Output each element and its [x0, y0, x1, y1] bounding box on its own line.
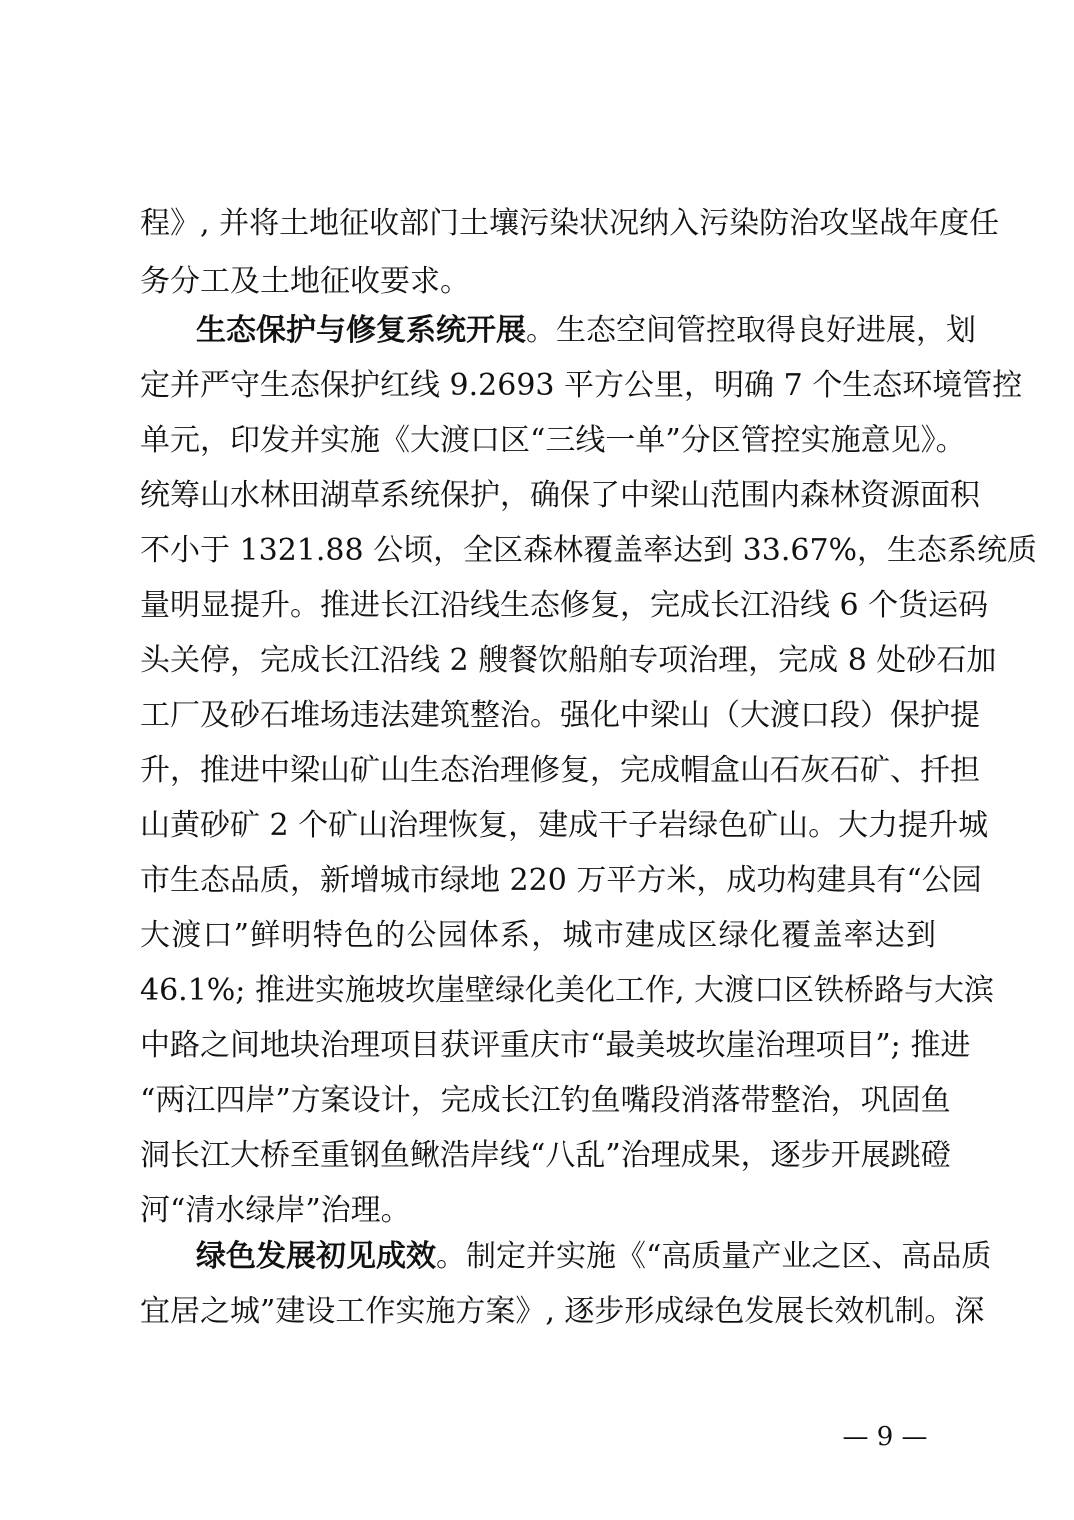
text-line: 46.1%; 推进实施坡坎崖壁绿化美化工作, 大渡口区铁桥路与大滨 — [140, 973, 995, 1008]
text-line: 不小于 1321.88 公顷，全区森林覆盖率达到 33.67%，生态系统质 — [140, 533, 1038, 568]
text-line: 工厂及砂石堆场违法建筑整治。强化中梁山（大渡口段）保护提 — [140, 698, 980, 733]
text-line: 山黄砂矿 2 个矿山治理恢复，建成干子岩绿色矿山。大力提升城 — [140, 808, 989, 843]
text-line: 统筹山水林田湖草系统保护，确保了中梁山范围内森林资源面积 — [140, 478, 980, 513]
text-line: 中路之间地块治理项目获评重庆市“最美坡坎崖治理项目”; 推进 — [140, 1028, 971, 1063]
section-heading-green-development: 绿色发展初见成效 — [196, 1239, 436, 1274]
text-line: 量明显提升。推进长江沿线生态修复，完成长江沿线 6 个货运码 — [140, 588, 989, 623]
text-run: 。制定并实施《“高质量产业之区、高品质 — [436, 1239, 992, 1274]
text-line: 单元，印发并实施《大渡口区“三线一单”分区管控实施意见》。 — [140, 423, 966, 458]
page-number: — 9 — — [842, 1422, 928, 1452]
text-line: 大渡口”鲜明特色的公园体系，城市建成区绿化覆盖率达到 — [140, 918, 936, 953]
paragraph-lead-line — [196, 302, 976, 360]
text-line: 市生态品质，新增城市绿地 220 万平方米，成功构建具有“公园 — [140, 863, 982, 898]
paragraph-lead-line — [196, 1228, 992, 1286]
text-line: 程》, 并将土地征收部门土壤污染状况纳入污染防治攻坚战年度任 — [140, 206, 1000, 241]
text-line: 定并严守生态保护红线 9.2693 平方公里，明确 7 个生态环境管控 — [140, 368, 1023, 403]
section-heading-ecology: 生态保护与修复系统开展 — [196, 313, 526, 348]
text-line: “两江四岸”方案设计，完成长江钓鱼嘴段消落带整治，巩固鱼 — [140, 1083, 951, 1118]
text-line: 升，推进中梁山矿山生态治理修复，完成帽盒山石灰石矿、扦担 — [140, 753, 980, 788]
text-line: 洞长江大桥至重钢鱼鳅浩岸线“八乱”治理成果，逐步开展跳磴 — [140, 1138, 951, 1173]
text-line: 宜居之城”建设工作实施方案》, 逐步形成绿色发展长效机制。深 — [140, 1294, 985, 1329]
text-run: 。生态空间管控取得良好进展，划 — [526, 313, 976, 348]
text-line: 河“清水绿岸”治理。 — [140, 1193, 411, 1228]
text-line: 务分工及土地征收要求。 — [140, 264, 470, 299]
text-line: 头关停，完成长江沿线 2 艘餐饮船舶专项治理，完成 8 处砂石加 — [140, 643, 997, 678]
